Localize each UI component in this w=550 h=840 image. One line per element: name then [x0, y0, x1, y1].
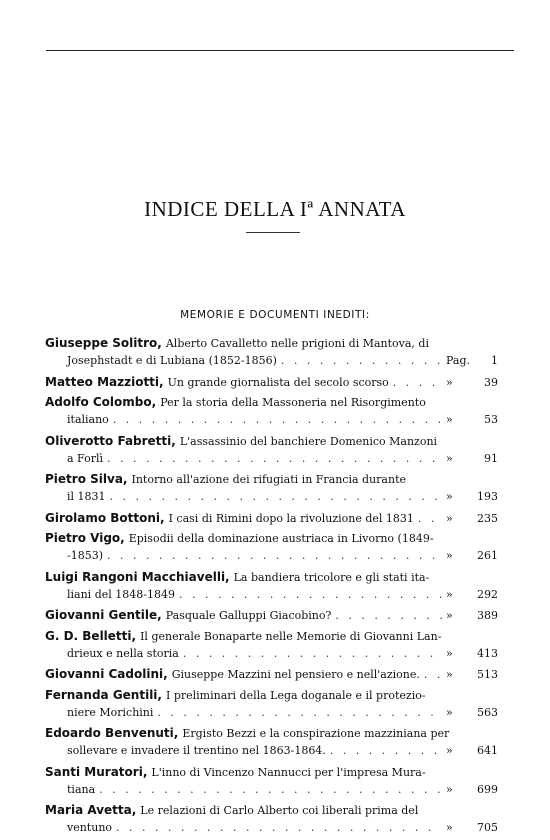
index-entry [45, 334, 498, 370]
page-number: 91 [484, 451, 498, 465]
entry-line [45, 547, 498, 565]
entry-line [45, 781, 498, 799]
index-entry [45, 373, 498, 391]
page-number: 413 [477, 646, 498, 660]
entry-title: ventuno [67, 821, 113, 834]
entry-title: Per la storia della Massoneria nel Risorgimento [160, 396, 426, 409]
section-heading: MEMORIE E DOCUMENTI INEDITI: [180, 309, 370, 321]
index-entries [45, 334, 498, 840]
leader-dots [99, 781, 442, 799]
entry-line [45, 334, 498, 352]
entry-line [45, 411, 498, 429]
entry-line [45, 704, 498, 722]
index-entry [45, 568, 498, 604]
leader-dots [113, 411, 442, 429]
entry-title: Il generale Bonaparte nelle Memorie di Giovanni Lan- [140, 629, 442, 643]
page-number: 1 [491, 354, 498, 367]
leader-dots [157, 704, 442, 722]
page-number: 389 [477, 609, 498, 622]
entry-line [45, 470, 498, 488]
entry-line [45, 450, 498, 468]
page-marker: » [446, 782, 453, 796]
entry-line [45, 819, 498, 837]
index-entry [45, 665, 498, 683]
entry-title: I casi di Rimini dopo la rivoluzione del 1831 [168, 511, 414, 525]
page-number: 292 [477, 587, 498, 601]
page-marker: » [446, 490, 453, 503]
page-marker: » [446, 413, 453, 426]
entry-title: Josephstadt e di Lubiana (1852-1856) [67, 354, 277, 367]
entry-title: Le relazioni di Carlo Alberto coi liberali prima del [140, 804, 419, 817]
entry-author: G. D. Belletti, [45, 628, 137, 643]
leader-dots [330, 742, 442, 760]
page-number: 261 [477, 549, 498, 562]
leader-dots [179, 586, 442, 604]
entry-line [45, 586, 498, 604]
entry-line [45, 352, 498, 370]
entry-line [45, 568, 498, 586]
index-entry [45, 393, 498, 429]
page-number: 193 [477, 490, 498, 503]
title-underline [246, 232, 300, 233]
leader-dots [107, 450, 442, 468]
entry-line [45, 801, 498, 819]
page-marker: » [446, 451, 453, 465]
entry-title: -1853) [67, 549, 104, 562]
entry-title: italiano [67, 413, 109, 426]
page-number: 39 [484, 375, 498, 389]
entry-title: Alberto Cavalletto nelle prigioni di Mantova, di [165, 337, 429, 350]
page-marker: » [446, 646, 453, 660]
entry-line [45, 763, 498, 781]
entry-author: Pietro Silva, [45, 472, 128, 486]
page-marker: » [446, 668, 453, 681]
entry-line [45, 627, 498, 645]
entry-title: Ergisto Bezzi e la conspirazione mazziniana per [182, 727, 450, 740]
page-marker: Pag. [446, 354, 471, 367]
top-rule [46, 50, 514, 51]
leader-dots [183, 645, 442, 663]
page-marker: » [446, 609, 453, 622]
entry-author: Fernanda Gentili, [45, 687, 162, 702]
index-entry [45, 724, 498, 760]
leader-dots [281, 352, 442, 370]
entry-title: tiana [67, 782, 96, 796]
entry-title: a Forlì [67, 451, 104, 465]
index-entry [45, 606, 498, 624]
page-marker: » [446, 705, 453, 719]
page-marker: » [446, 821, 453, 834]
entry-author: Giovanni Gentile, [45, 608, 162, 622]
leader-dots [424, 666, 442, 683]
entry-author: Girolamo Bottoni, [45, 510, 165, 525]
entry-title: Pasquale Galluppi Giacobino? [165, 609, 332, 622]
entry-author: Luigi Rangoni Macchiavelli, [45, 569, 230, 584]
entry-line [45, 686, 498, 704]
entry-title: I preliminari della Lega doganale e il protezio- [165, 688, 426, 702]
entry-line [45, 606, 498, 624]
entry-line [45, 488, 498, 506]
entry-line [45, 742, 498, 760]
entry-author: Oliverotto Fabretti, [45, 433, 176, 448]
page-marker: » [446, 587, 453, 601]
entry-title: niere Morichini [67, 705, 154, 719]
entry-author: Edoardo Benvenuti, [45, 726, 179, 740]
leader-dots [393, 374, 442, 391]
index-entry [45, 509, 498, 527]
entry-author: Adolfo Colombo, [45, 395, 157, 409]
entry-line [45, 509, 498, 527]
leader-dots [418, 510, 442, 527]
index-entry [45, 686, 498, 722]
entry-line [45, 665, 498, 683]
entry-title: sollevare e invadere il trentino nel 1863-1864. [67, 744, 326, 757]
leader-dots [107, 547, 442, 565]
entry-author: Santi Muratori, [45, 764, 148, 779]
index-entry [45, 763, 498, 799]
entry-title: il 1831 [67, 490, 106, 503]
entry-title: Giuseppe Mazzini nel pensiero e nell'azione. [171, 668, 420, 681]
entry-title: L'inno di Vincenzo Nannucci per l'impresa Mura- [151, 765, 426, 779]
entry-title: Un grande giornalista del secolo scorso [167, 375, 389, 389]
entry-line [45, 373, 498, 391]
entry-title: La bandiera tricolore e gli stati ita- [233, 570, 430, 584]
index-entry [45, 529, 498, 565]
page-number: 53 [484, 413, 498, 426]
entry-title: drieux e nella storia [67, 646, 179, 660]
entry-line [45, 529, 498, 547]
entry-line [45, 432, 498, 450]
entry-author: Giuseppe Solitro, [45, 336, 162, 350]
index-entry [45, 470, 498, 506]
entry-author: Maria Avetta, [45, 803, 137, 817]
entry-line [45, 393, 498, 411]
page-number: 705 [477, 821, 498, 834]
page-number: 641 [477, 744, 498, 757]
page-number: 563 [477, 705, 498, 719]
index-entry [45, 627, 498, 663]
entry-title: Episodii della dominazione austriaca in Livorno (1849- [128, 532, 434, 545]
entry-author: Pietro Vigo, [45, 531, 125, 545]
entry-title: liani del 1848-1849 [67, 587, 175, 601]
page-marker: » [446, 375, 453, 389]
entry-author: Matteo Mazziotti, [45, 374, 164, 389]
leader-dots [110, 488, 442, 506]
page-marker: » [446, 744, 453, 757]
entry-line [45, 645, 498, 663]
page-title: INDICE DELLA Iª ANNATA [144, 197, 406, 221]
page-number: 699 [477, 782, 498, 796]
entry-author: Giovanni Cadolini, [45, 667, 168, 681]
entry-title: Intorno all'azione dei rifugiati in Francia durante [131, 473, 406, 486]
index-entry [45, 432, 498, 468]
page-number: 513 [477, 668, 498, 681]
entry-line [45, 724, 498, 742]
page-marker: » [446, 511, 453, 525]
leader-dots [335, 607, 442, 624]
entry-title: L'assassinio del banchiere Domenico Manzoni [179, 434, 438, 448]
page-marker: » [446, 549, 453, 562]
page-number: 235 [477, 511, 498, 525]
leader-dots [116, 819, 442, 837]
